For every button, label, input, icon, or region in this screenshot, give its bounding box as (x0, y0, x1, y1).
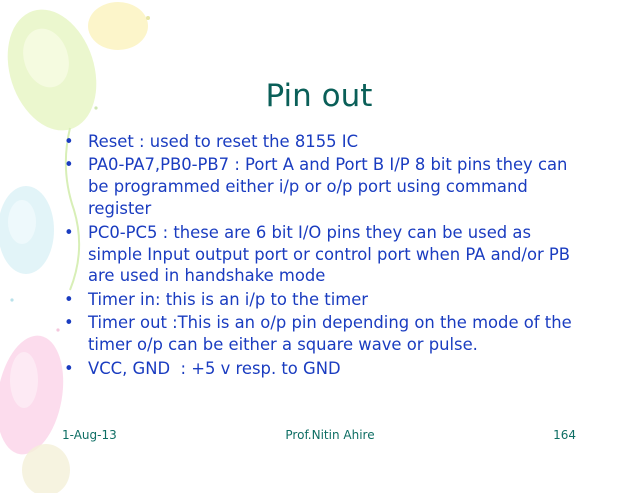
footer-author: Prof.Nitin Ahire (285, 428, 375, 442)
bullet-text: VCC, GND : +5 v resp. to GND (88, 358, 341, 378)
footer-date: 1-Aug-13 (62, 428, 117, 442)
bullet-text: Timer in: this is an i/p to the timer (88, 289, 369, 309)
yellow-balloon-shape (88, 2, 148, 50)
bullet-text: PA0-PA7,PB0-PB7 : Port A and Port B I/P 8 bit pins they can be programmed either i/p or o/p port using command register (88, 155, 568, 219)
bullet-icon: • (64, 155, 74, 175)
slide-title: Pin out (265, 78, 373, 114)
bullet-item (64, 222, 584, 288)
bullet-icon: • (64, 358, 74, 378)
bullet-item (64, 154, 584, 220)
bullet-icon: • (64, 313, 74, 333)
bullet-icon: • (64, 222, 74, 242)
bullet-icon: • (64, 132, 74, 151)
bullet-icon: • (64, 289, 74, 309)
bullet-item (64, 312, 584, 356)
bullet-item (64, 131, 584, 153)
bullet-text: PC0-PC5 : these are 6 bit I/O pins they can be used as simple Input output port or control port when PA and/or PB are used in handshake mode (88, 222, 571, 286)
bullet-text: Timer out :This is an o/p pin depending on the mode of the timer o/p can be either a square wave or pulse. (88, 313, 572, 355)
bullet-item (64, 289, 584, 311)
bullet-item (64, 358, 584, 380)
footer-page-number: 164 (553, 428, 576, 442)
bullet-text: Reset : used to reset the 8155 IC (88, 132, 359, 151)
bullet-list (64, 131, 584, 381)
